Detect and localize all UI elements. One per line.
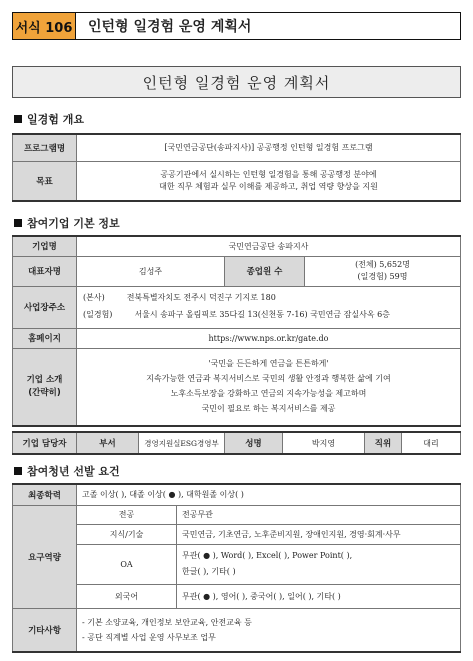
form-header xyxy=(12,12,461,40)
major-value: 전공무관 xyxy=(177,505,461,524)
skill-label: 지식/기술 xyxy=(77,524,177,544)
intro-line: '국민을 든든하게 연금을 튼튼하게' xyxy=(208,359,329,369)
company-name-value: 국민연금공단 송파지사 xyxy=(77,236,461,256)
dept-value: 경영지원실ESG경영부 xyxy=(139,432,225,454)
employees-site: (일경험) 59명 xyxy=(357,272,408,281)
education-label: 최종학력 xyxy=(13,484,77,505)
address-site-tag: (일경험) xyxy=(83,310,113,319)
intro-label-line: 기업 소개 xyxy=(26,375,63,385)
homepage-label: 홈페이지 xyxy=(13,328,77,348)
form-number-badge: 서식 106 xyxy=(12,12,76,40)
major-label: 전공 xyxy=(77,505,177,524)
section-heading-company xyxy=(14,215,120,231)
company-name-label: 기업명 xyxy=(13,236,77,256)
rep-value: 김성주 xyxy=(77,256,225,286)
oa-label: OA xyxy=(77,544,177,584)
square-bullet-icon xyxy=(14,115,22,123)
homepage-link[interactable]: https://www.nps.or.kr/gate.do xyxy=(77,328,461,348)
position-label: 직위 xyxy=(365,432,402,454)
section-heading-overview xyxy=(14,111,84,127)
address-hq-tag: (본사) xyxy=(83,293,105,303)
rep-label: 대표자명 xyxy=(13,256,77,286)
goal-label: 목표 xyxy=(13,161,77,201)
square-bullet-icon xyxy=(14,467,22,475)
language-label: 외국어 xyxy=(77,584,177,608)
employees-label: 종업원 수 xyxy=(225,256,305,286)
etc-label: 기타사항 xyxy=(13,608,77,652)
goal-line: 대한 직무 체험과 실무 이해를 제공하고, 취업 역량 향상을 지원 xyxy=(159,181,378,191)
address-site: 서울시 송파구 올림픽로 35다길 13(신천동 7-16) 국민연금 잠실사옥 6층 xyxy=(134,310,390,319)
youth-table xyxy=(12,483,461,653)
document-title: 인턴형 일경험 운영 계획서 xyxy=(12,66,461,98)
education-value: 고졸 이상( ), 대졸 이상( ● ), 대학원졸 이상( ) xyxy=(77,484,461,505)
etc-line: - 공단 직계별 사업 운영 사무보조 업무 xyxy=(82,632,216,642)
company-table xyxy=(12,235,461,427)
requirements-label: 요구역량 xyxy=(13,505,77,608)
address-label: 사업장주소 xyxy=(13,286,77,328)
address-value xyxy=(77,286,461,328)
oa-line: 한글( ), 기타( ) xyxy=(182,567,236,576)
overview-table xyxy=(12,133,461,202)
address-hq: 전북특별자치도 전주시 덕진구 기지로 180 xyxy=(126,293,276,303)
language-value: 무관( ● ), 영어( ), 중국어( ), 일어( ), 기타( ) xyxy=(177,584,461,608)
oa-value xyxy=(177,544,461,584)
section-title: 참여기업 기본 정보 xyxy=(27,217,120,230)
manager-label: 기업 담당자 xyxy=(13,432,77,454)
goal-line: 공공기관에서 실시하는 인턴형 일경험을 통해 공공행정 분야에 xyxy=(160,169,377,179)
intro-line: 국민이 필요로 하는 복지서비스를 제공 xyxy=(201,403,336,413)
goal-value xyxy=(77,161,461,201)
position-value: 대리 xyxy=(402,432,461,454)
form-header-title: 인턴형 일경험 운영 계획서 xyxy=(76,12,461,40)
intro-line: 노후소득보장을 강화하고 연금의 지속가능성을 제고하며 xyxy=(170,388,367,398)
program-value: [국민연금공단(송파지사)] 공공행정 인턴형 일경험 프로그램 xyxy=(77,134,461,161)
manager-name-label: 성명 xyxy=(225,432,283,454)
program-label: 프로그램명 xyxy=(13,134,77,161)
manager-table xyxy=(12,431,461,455)
employees-total: (전체) 5,652명 xyxy=(355,260,410,269)
section-heading-youth xyxy=(14,463,120,479)
etc-line: - 기본 소양교육, 개인정보 보안교육, 안전교육 등 xyxy=(82,617,252,627)
square-bullet-icon xyxy=(14,219,22,227)
intro-label-line: (간략히) xyxy=(28,387,61,398)
etc-value xyxy=(77,608,461,652)
section-title: 참여청년 선발 요건 xyxy=(27,465,120,478)
section-title: 일경험 개요 xyxy=(27,113,84,126)
intro-line: 지속가능한 연금과 복지서비스로 국민의 생활 안정과 행복한 삶에 기여 xyxy=(146,373,391,383)
intro-label xyxy=(13,348,77,426)
intro-value xyxy=(77,348,461,426)
dept-label: 부서 xyxy=(77,432,139,454)
skill-value: 국민연금, 기초연금, 노후준비지원, 장애인지원, 경영·회계·사무 xyxy=(177,524,461,544)
oa-line: 무관( ● ), Word( ), Excel( ), Power Point( ), xyxy=(182,551,353,560)
manager-name-value: 박지영 xyxy=(283,432,365,454)
employees-value xyxy=(305,256,461,286)
